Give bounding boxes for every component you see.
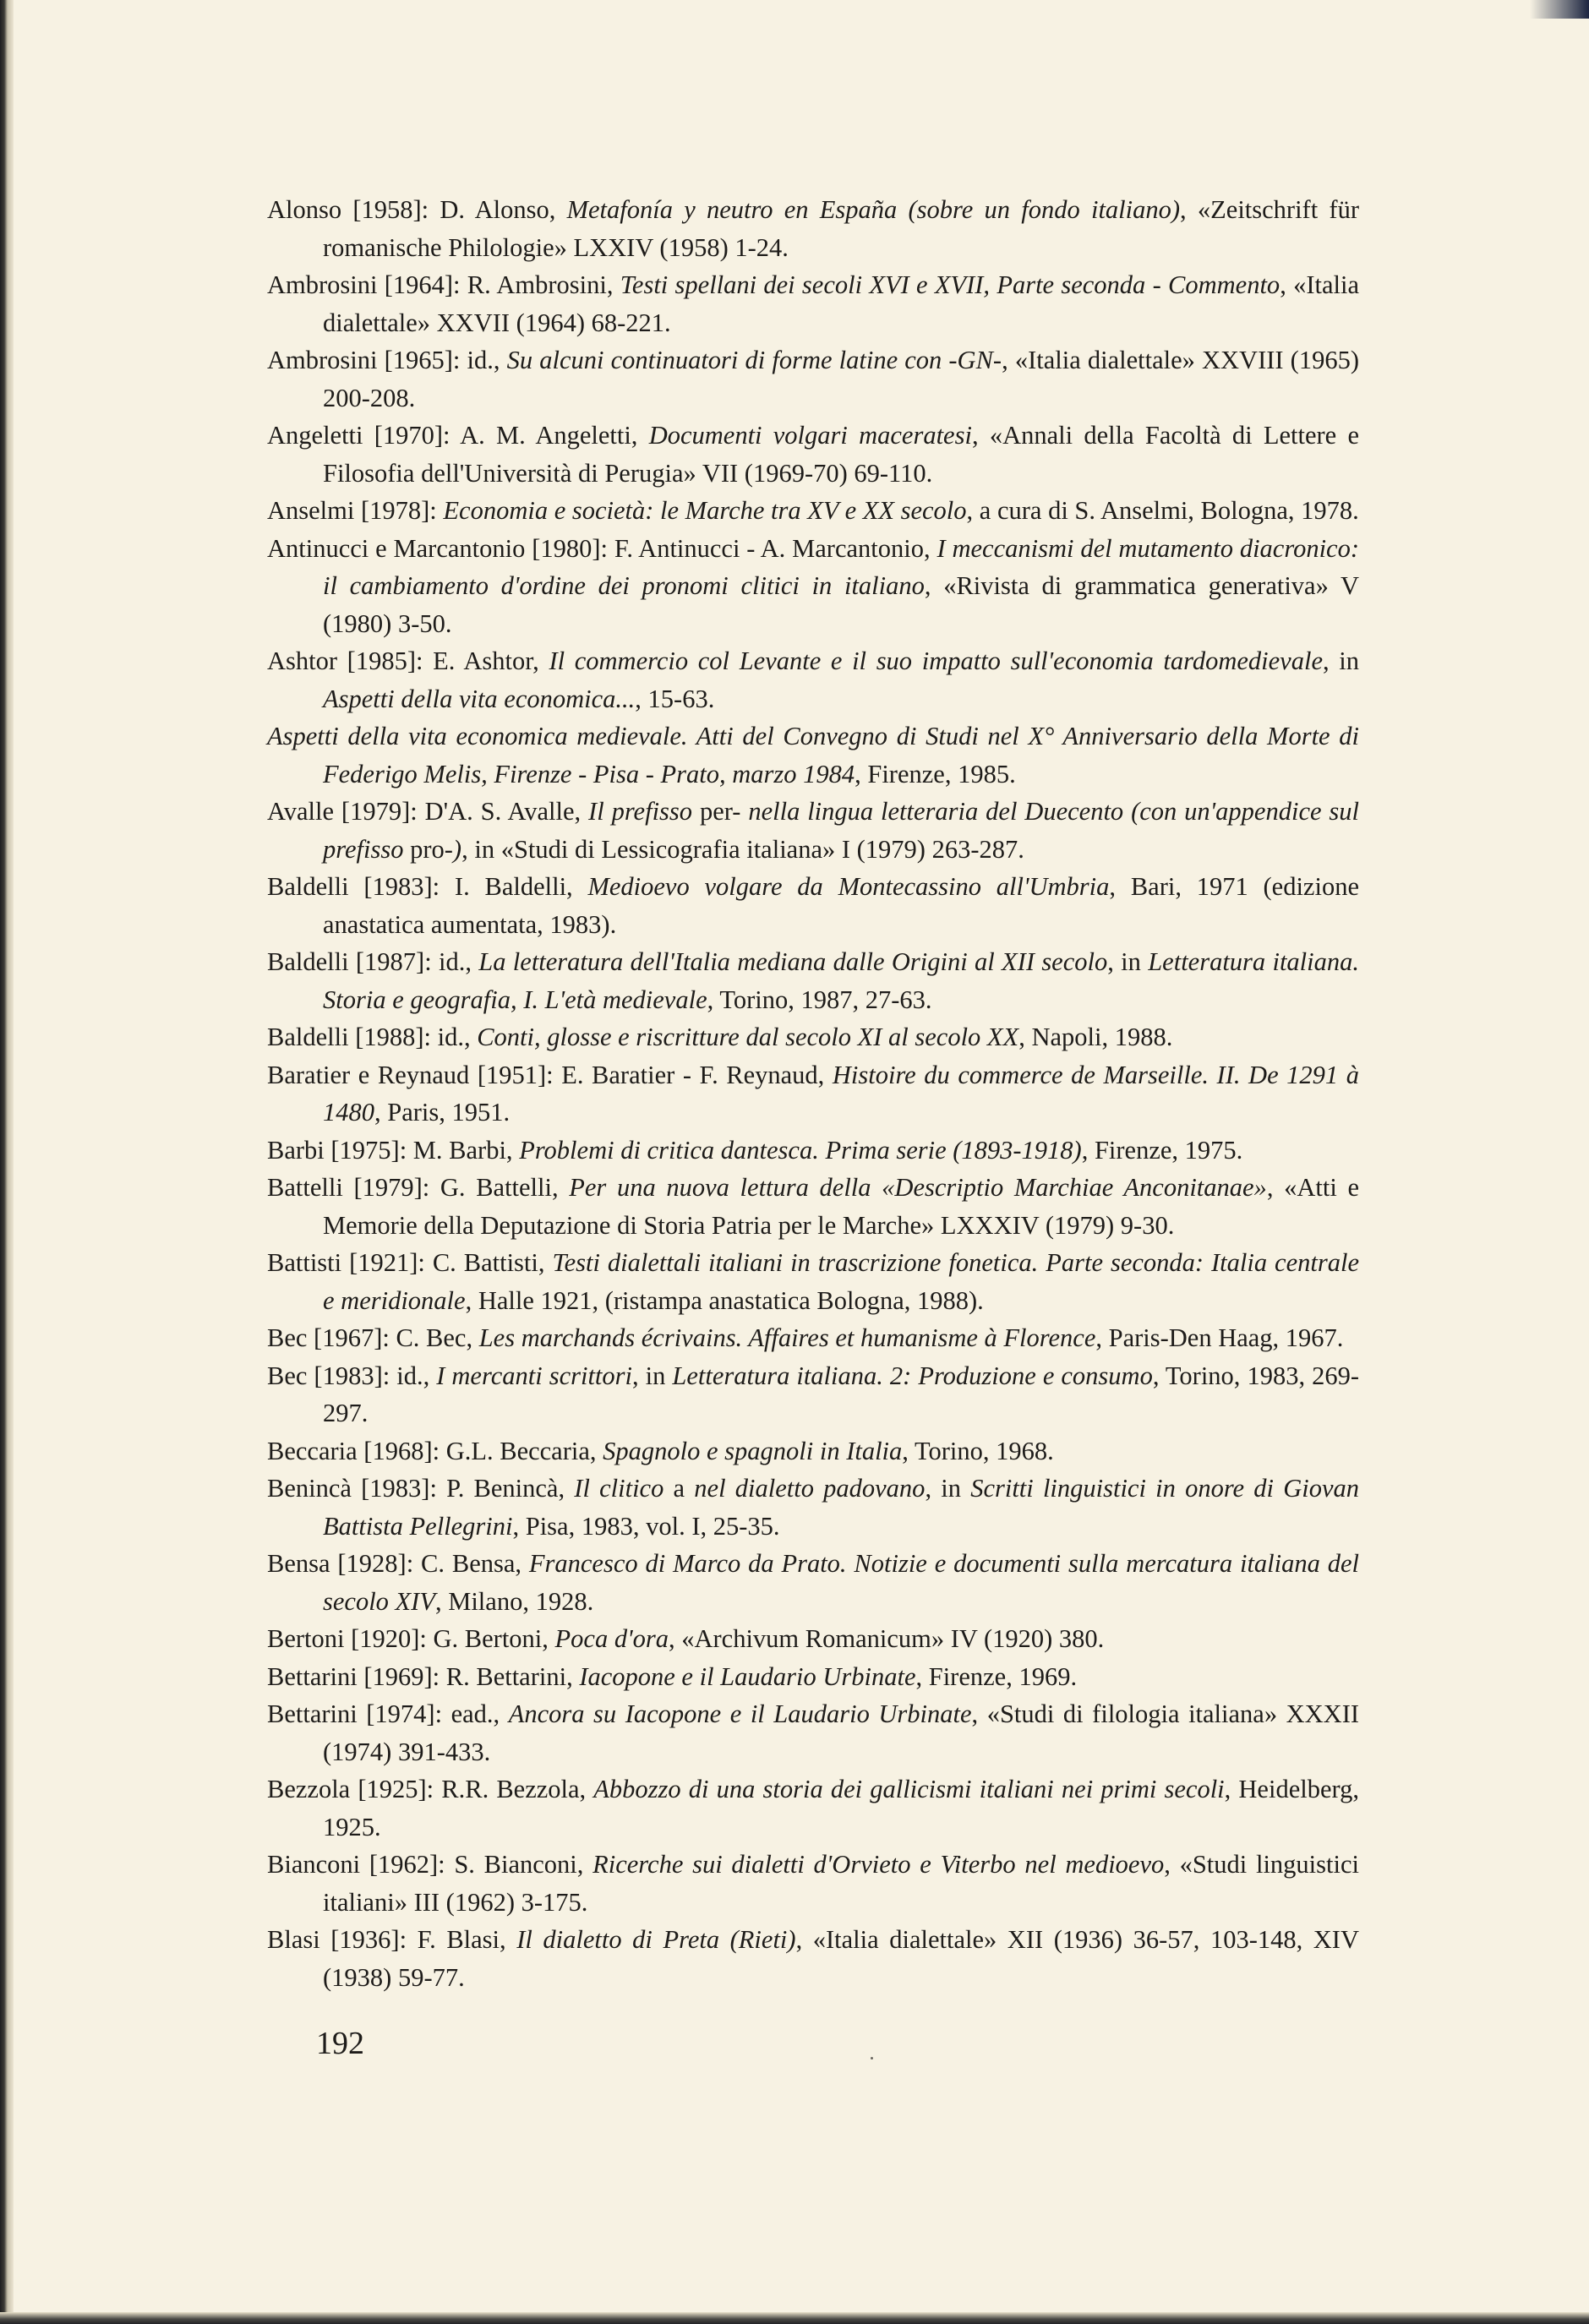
bibliography-entry bbox=[267, 1132, 1359, 1170]
entry-title: Aspetti della vita economica... bbox=[323, 684, 636, 713]
entry-title: Su alcuni continuatori di forme latine con -GN- bbox=[506, 346, 1002, 374]
bibliography-entry bbox=[267, 417, 1359, 492]
entry-title: Il commercio col Levante e il suo impatto sull'economia tardomedievale bbox=[549, 646, 1323, 675]
entry-text: , in bbox=[925, 1474, 971, 1503]
entry-text: , «Italia dialettale» XII (1936) 36-57, 103-148, XIV (1938) 59-77. bbox=[323, 1925, 1359, 1992]
entry-title: Les marchands écrivains. Affaires et humanisme à Florence bbox=[478, 1323, 1096, 1352]
entry-text: Beccaria [1968]: G.L. Beccaria, bbox=[267, 1436, 603, 1465]
entry-text: Bianconi [1962]: S. Bianconi, bbox=[267, 1850, 593, 1879]
entry-text: Ashtor [1985]: E. Ashtor, bbox=[267, 646, 549, 675]
entry-text: , in bbox=[1322, 646, 1359, 675]
entry-title: Histoire du commerce de Marseille. II. De 1291 à 1480 bbox=[323, 1060, 1359, 1127]
entry-title: Testi dialettali italiani in trascrizione fonetica. Parte seconda: Italia centrale e meridionale bbox=[323, 1248, 1359, 1315]
entry-title: Problemi di critica dantesca. Prima serie (1893-1918) bbox=[519, 1135, 1082, 1165]
entry-text: , «Italia dialettale» XXVIII (1965) 200-208. bbox=[323, 346, 1359, 412]
entry-text: , «Annali della Facoltà di Lettere e Filosofia dell'Università di Perugia» VII (1969-70) 69-110. bbox=[323, 421, 1359, 488]
entry-text: Bertoni [1920]: G. Bertoni, bbox=[267, 1624, 555, 1653]
stray-dot bbox=[871, 2057, 873, 2059]
entry-text: Angeletti [1970]: A. M. Angeletti, bbox=[267, 421, 649, 450]
entry-title: Conti, glosse e riscritture dal secolo XI al secolo XX bbox=[477, 1023, 1019, 1051]
entry-text: , Firenze, 1969. bbox=[915, 1661, 1078, 1691]
bibliography-entry bbox=[267, 1620, 1359, 1658]
entry-text: Bettarini [1969]: R. Bettarini, bbox=[267, 1661, 580, 1691]
entry-text: , Torino, 1987, 27-63. bbox=[707, 985, 932, 1014]
entry-title: Ricerche sui dialetti d'Orvieto e Viterbo nel medioevo bbox=[592, 1850, 1165, 1879]
entry-text: , in bbox=[1107, 947, 1149, 976]
bibliography-entry bbox=[267, 868, 1359, 943]
entry-text: , in bbox=[632, 1361, 673, 1390]
entry-text: Anselmi [1978]: bbox=[267, 496, 444, 525]
entry-title: Spagnolo e spagnoli in Italia bbox=[603, 1436, 903, 1465]
entry-text: Antinucci e Marcantonio [1980]: F. Antinucci - A. Marcantonio, bbox=[267, 533, 937, 563]
entry-text: Ambrosini [1965]: id., bbox=[267, 346, 507, 374]
entry-text: , Paris, 1951. bbox=[374, 1098, 511, 1127]
entry-text: Alonso [1958]: D. Alonso, bbox=[267, 195, 567, 224]
entry-title: Letteratura italiana. Storia e geografia, I. L'età medievale bbox=[323, 947, 1360, 1014]
bibliography-entry bbox=[267, 642, 1359, 717]
page-number: 192 bbox=[316, 2026, 364, 2061]
entry-title: Metafonía y neutro en España (sobre un fondo italiano) bbox=[566, 195, 1181, 224]
bibliography-entry bbox=[267, 1658, 1359, 1696]
entry-title: Per una nuova lettura della «Descriptio Marchiae Anconitanae» bbox=[569, 1173, 1267, 1202]
bibliography-list bbox=[267, 191, 1359, 1996]
bibliography-entry bbox=[267, 1846, 1359, 1921]
entry-text: Bezzola [1925]: R.R. Bezzola, bbox=[267, 1775, 594, 1803]
entry-text: , «Atti e Memorie della Deputazione di Storia Patria per le Marche» LXXXIV (1979) 9-30. bbox=[323, 1173, 1359, 1240]
entry-text: Battisti [1921]: C. Battisti, bbox=[267, 1248, 553, 1277]
bibliography-entry bbox=[267, 341, 1359, 417]
entry-text: Ambrosini [1964]: R. Ambrosini, bbox=[267, 270, 620, 299]
bibliography-entry bbox=[267, 1169, 1359, 1244]
entry-text: , Firenze, 1975. bbox=[1081, 1135, 1243, 1165]
entry-text: Baldelli [1987]: id., bbox=[267, 947, 479, 976]
entry-text: per- bbox=[692, 797, 749, 826]
entry-title: Iacopone e il Laudario Urbinate bbox=[579, 1661, 916, 1691]
bibliography-entry bbox=[267, 943, 1359, 1018]
entry-text: , «Zeitschrift für romanische Philologie» LXXIV (1958) 1-24. bbox=[323, 195, 1359, 262]
entry-title: Testi spellani dei secoli XVI e XVII, Parte seconda - Commento bbox=[620, 270, 1280, 299]
entry-title: Economia e società: le Marche tra XV e XX secolo bbox=[443, 496, 967, 525]
bibliography-entry bbox=[267, 1432, 1359, 1470]
bibliography-entry bbox=[267, 1695, 1359, 1770]
entry-title: Francesco di Marco da Prato. Notizie e documenti sulla mercatura italiana del secolo XIV bbox=[323, 1549, 1359, 1616]
bibliography-entry bbox=[267, 530, 1359, 643]
entry-text: Bec [1967]: C. Bec, bbox=[267, 1323, 479, 1352]
bibliography-entry bbox=[267, 1770, 1359, 1846]
bibliography-entry bbox=[267, 191, 1359, 266]
entry-text: Blasi [1936]: F. Blasi, bbox=[267, 1925, 517, 1954]
bibliography-entry bbox=[267, 492, 1359, 530]
entry-text: , 15-63. bbox=[635, 684, 715, 713]
entry-text: , Milano, 1928. bbox=[434, 1586, 594, 1616]
bibliography-entry bbox=[267, 1470, 1359, 1545]
entry-title: Documenti volgari maceratesi bbox=[648, 421, 972, 450]
bibliography-entry bbox=[267, 266, 1359, 341]
entry-text: , Napoli, 1988. bbox=[1018, 1023, 1173, 1051]
entry-text: Benincà [1983]: P. Benincà, bbox=[267, 1474, 575, 1503]
entry-text: Bec [1983]: id., bbox=[267, 1361, 437, 1390]
entry-title: Letteratura italiana. 2: Produzione e consumo bbox=[672, 1361, 1153, 1390]
entry-text: , Torino, 1983, 269-297. bbox=[323, 1361, 1359, 1427]
entry-title: I meccanismi del mutamento diacronico: il cambiamento d'ordine dei pronomi clitici in italiano bbox=[323, 533, 1359, 600]
bibliography-entry bbox=[267, 793, 1359, 868]
entry-text: , Paris-Den Haag, 1967. bbox=[1095, 1323, 1344, 1352]
entry-text: Bettarini [1974]: ead., bbox=[267, 1699, 509, 1728]
entry-title: Aspetti della vita economica medievale. Atti del Convegno di Studi nel X° Anniversario della Morte di Federigo Melis, Firenze - Pisa - Prato, marzo 1984 bbox=[267, 722, 1359, 788]
entry-text: , «Studi di filologia italiana» XXXII (1974) 391-433. bbox=[323, 1699, 1360, 1766]
entry-title: ) bbox=[452, 834, 462, 864]
bibliography-entry bbox=[267, 1018, 1359, 1056]
entry-text: , in «Studi di Lessicografia italiana» I (1979) 263-287. bbox=[461, 834, 1024, 864]
bibliography-entry bbox=[267, 1056, 1359, 1132]
entry-text: Baldelli [1983]: I. Baldelli, bbox=[267, 872, 588, 901]
entry-text: , «Archivum Romanicum» IV (1920) 380. bbox=[668, 1624, 1105, 1653]
entry-title: nel dialetto padovano bbox=[694, 1474, 926, 1503]
entry-title: Il prefisso bbox=[588, 797, 693, 826]
entry-text: , a cura di S. Anselmi, Bologna, 1978. bbox=[966, 496, 1359, 525]
entry-text: , Torino, 1968. bbox=[902, 1436, 1054, 1465]
entry-title: Abbozzo di una storia dei gallicismi italiani nei primi secoli bbox=[593, 1775, 1225, 1803]
entry-title: Il clitico bbox=[574, 1474, 664, 1503]
entry-text: a bbox=[663, 1474, 695, 1503]
entry-text: , Halle 1921, (ristampa anastatica Bologna, 1988). bbox=[465, 1285, 984, 1315]
bibliography-entry bbox=[267, 1921, 1359, 1996]
entry-title: Poca d'ora bbox=[554, 1624, 669, 1653]
bibliography-entry bbox=[267, 1319, 1359, 1357]
entry-text: Battelli [1979]: G. Battelli, bbox=[267, 1173, 570, 1202]
entry-text: Barbi [1975]: M. Barbi, bbox=[267, 1135, 520, 1165]
entry-text: Baratier e Reynaud [1951]: E. Baratier - F. Reynaud, bbox=[267, 1060, 833, 1089]
entry-text: , Bari, 1971 (edizione anastatica aumentata, 1983). bbox=[323, 872, 1359, 939]
entry-title: Medioevo volgare da Montecassino all'Umbria bbox=[587, 872, 1110, 901]
entry-title: I mercanti scrittori bbox=[436, 1361, 632, 1390]
bibliography-entry bbox=[267, 1244, 1359, 1319]
entry-title: La letteratura dell'Italia mediana dalle Origini al XII secolo bbox=[478, 947, 1108, 976]
bibliography-entry bbox=[267, 717, 1359, 793]
entry-text: , «Rivista di grammatica generativa» V (1980) 3-50. bbox=[323, 571, 1360, 638]
entry-title: Ancora su Iacopone e il Laudario Urbinate bbox=[508, 1699, 972, 1728]
entry-text: , Firenze, 1985. bbox=[855, 759, 1016, 788]
bibliography-entry bbox=[267, 1357, 1359, 1432]
bibliography-entry bbox=[267, 1545, 1359, 1620]
entry-text: Bensa [1928]: C. Bensa, bbox=[267, 1549, 529, 1578]
entry-text: , Heidelberg, 1925. bbox=[323, 1775, 1359, 1841]
entry-text: , Pisa, 1983, vol. I, 25-35. bbox=[512, 1511, 780, 1541]
entry-text: , «Studi linguistici italiani» III (1962) 3-175. bbox=[323, 1850, 1359, 1917]
entry-text: pro- bbox=[403, 834, 453, 864]
entry-title: Scritti linguistici in onore di Giovan Battista Pellegrini bbox=[323, 1474, 1360, 1541]
entry-title: nella lingua letteraria del Duecento (con un'appendice sul prefisso bbox=[323, 797, 1360, 864]
page-bottom-edge bbox=[0, 2312, 1589, 2324]
entry-text: Avalle [1979]: D'A. S. Avalle, bbox=[267, 797, 589, 826]
page-corner-shadow bbox=[1530, 0, 1589, 19]
entry-text: Baldelli [1988]: id., bbox=[267, 1023, 478, 1051]
entry-text: , «Italia dialettale» XXVII (1964) 68-221. bbox=[323, 270, 1359, 337]
book-spine-edge bbox=[0, 0, 14, 2324]
entry-title: Il dialetto di Preta (Rieti) bbox=[516, 1925, 796, 1954]
